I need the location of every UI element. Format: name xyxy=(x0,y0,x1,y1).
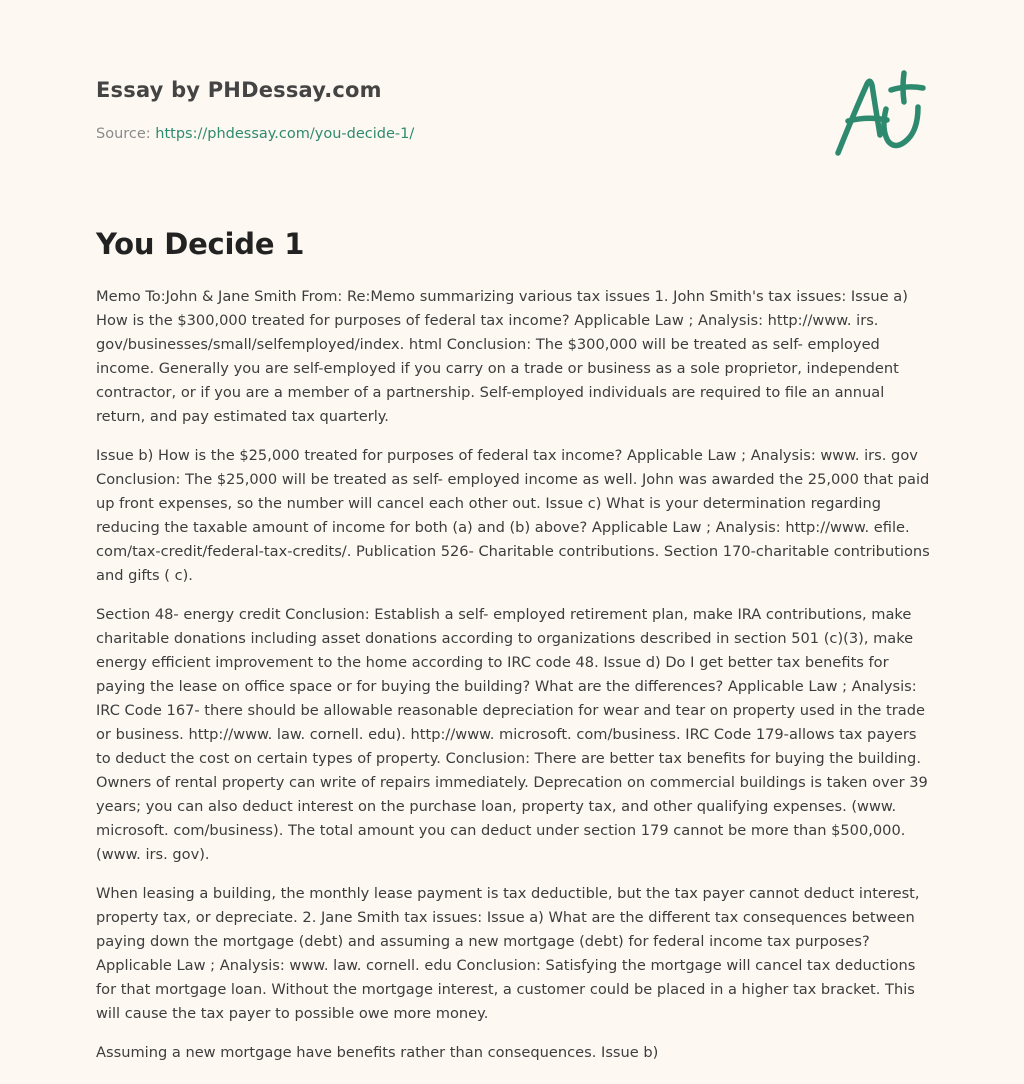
source-label: Source: xyxy=(96,126,151,142)
essay-paragraph: Assuming a new mortgage have benefits rather than consequences. Issue b) xyxy=(96,1044,659,1061)
page-header xyxy=(96,72,928,182)
site-title: Essay by PHDessay.com xyxy=(96,78,382,102)
source-link[interactable]: https://phdessay.com/you-decide-1/ xyxy=(155,126,415,142)
essay-paragraph: When leasing a building, the monthly lease payment is tax deductible, but the tax payer cannot deduct interest, property tax, or depreciate. 2. Jane Smith tax issues: Issue a) What are the different tax consequences between paying down the mortgage (debt) and assuming a new mortgage (debt) for federal income tax purposes? Applicable Law ; Analysis: www. law. cornell. edu Conclusion: Satisfying the mortgage will cancel tax deductions for that mortgage loan. Without the mortgage interest, a customer could be placed in a higher tax bracket. This will cause the tax payer to possible owe more money. xyxy=(96,885,920,1022)
source-line xyxy=(96,123,414,145)
essay-paragraph: Issue b) How is the $25,000 treated for purposes of federal tax income? Applicable Law ; Analysis: www. irs. gov Conclusion: The $25,000 will be treated as self- employed income as well. John was awarded the 25,000 that paid up front expenses, so the number will cancel each other out. Issue c) What is your determination regarding reducing the taxable amount of income for both (a) and (b) above? Applicable Law ; Analysis: http://www. efile. com/tax-credit/federal-tax-credits/. Publication 526- Charitable contributions. Section 170-charitable contributions and gifts ( c). xyxy=(96,447,930,584)
essay-paragraph: Section 48- energy credit Conclusion: Establish a self- employed retirement plan, make IRA contributions, make charitable donations including asset donations according to organizations described in section 501 (c)(3), make energy efficient improvement to the home according to IRC code 48. Issue d) Do I get better tax benefits for paying the lease on office space or for buying the building? What are the differences? Applicable Law ; Analysis: IRC Code 167- there should be allowable reasonable depreciation for wear and tear on property used in the trade or business. http://www. law. cornell. edu). http://www. microsoft. com/business. IRC Code 179-allows tax payers to deduct the cost on certain types of property. Conclusion: There are better tax benefits for buying the building. Owners of rental property can write of repairs immediately. Deprecation on commercial buildings is taken over 39 years; you can also deduct interest on the purchase loan, property tax, and other qualifying expenses. (www. microsoft. com/business). The total amount you can deduct under section 179 cannot be more than $500,000. (www. irs. gov). xyxy=(96,606,928,863)
essay-title: You Decide 1 xyxy=(96,227,305,261)
a-plus-logo-icon xyxy=(828,69,928,165)
essay-body xyxy=(96,285,932,1080)
essay-paragraph: Memo To:John & Jane Smith From: Re:Memo summarizing various tax issues 1. John Smith's tax issues: Issue a) How is the $300,000 treated for purposes of federal tax income? Applicable Law ; Analysis: http://www. irs. gov/businesses/small/selfemployed/index. html Conclusion: The $300,000 will be treated as self- employed income. Generally you are self-employed if you carry on a trade or business as a sole proprietor, independent contractor, or if you are a member of a partnership. Self-employed individuals are required to file an annual return, and pay estimated tax quarterly. xyxy=(96,288,908,425)
